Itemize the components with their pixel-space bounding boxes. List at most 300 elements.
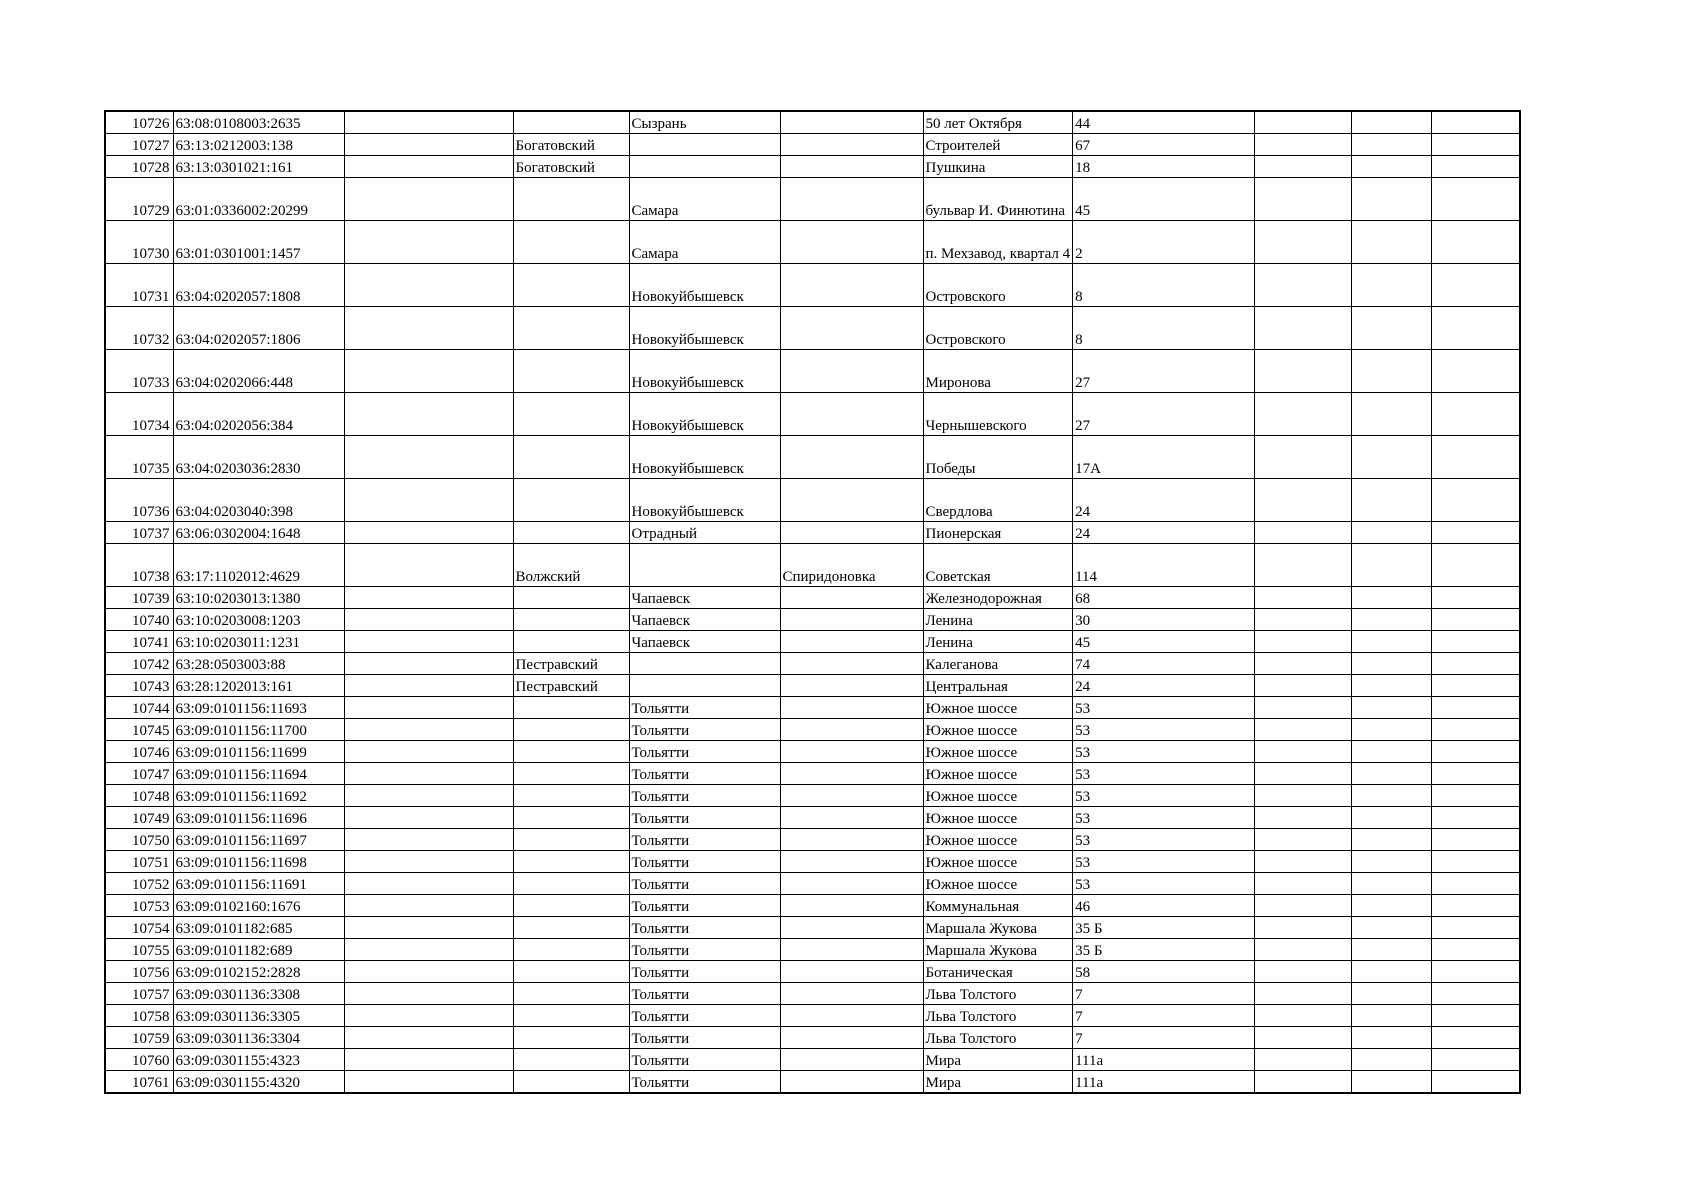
cell-empty — [1352, 522, 1432, 544]
cell-record-number: 10731 — [105, 264, 173, 307]
cell-settlement — [780, 479, 923, 522]
cell-settlement — [780, 111, 923, 134]
cell-empty — [1352, 763, 1432, 785]
cell-empty — [344, 221, 513, 264]
cell-empty — [1432, 983, 1520, 1005]
table-row — [105, 350, 1608, 393]
cell-cadastral-number: 63:13:0301021:161 — [173, 156, 344, 178]
cell-district — [513, 609, 629, 631]
cell-empty — [1352, 939, 1432, 961]
cell-cadastral-number: 63:09:0101156:11694 — [173, 763, 344, 785]
cell-record-number: 10750 — [105, 829, 173, 851]
cell-street: Пионерская — [923, 522, 1073, 544]
cell-empty — [1255, 479, 1352, 522]
cell-empty — [1432, 1005, 1520, 1027]
cell-empty — [1432, 917, 1520, 939]
cell-city — [629, 675, 780, 697]
cell-empty — [1352, 741, 1432, 763]
cell-cadastral-number: 63:28:1202013:161 — [173, 675, 344, 697]
cell-street: Южное шоссе — [923, 741, 1073, 763]
cell-city: Тольятти — [629, 807, 780, 829]
cell-empty — [1352, 719, 1432, 741]
table-row — [105, 697, 1608, 719]
cell-house: 53 — [1073, 851, 1255, 873]
cell-empty — [344, 631, 513, 653]
cell-empty — [1432, 609, 1520, 631]
cell-house: 24 — [1073, 479, 1255, 522]
cell-empty — [1255, 829, 1352, 851]
cell-cadastral-number: 63:09:0101156:11696 — [173, 807, 344, 829]
cell-record-number: 10759 — [105, 1027, 173, 1049]
cell-house: 7 — [1073, 1005, 1255, 1027]
cell-cadastral-number: 63:09:0102152:2828 — [173, 961, 344, 983]
cell-house: 74 — [1073, 653, 1255, 675]
cell-city: Тольятти — [629, 917, 780, 939]
cell-empty — [1255, 436, 1352, 479]
cell-empty — [1352, 156, 1432, 178]
cell-empty — [1255, 675, 1352, 697]
cell-empty — [344, 1005, 513, 1027]
cell-cadastral-number: 63:04:0203040:398 — [173, 479, 344, 522]
cell-house: 18 — [1073, 156, 1255, 178]
cell-cadastral-number: 63:09:0301136:3304 — [173, 1027, 344, 1049]
cell-record-number: 10745 — [105, 719, 173, 741]
cell-empty — [1352, 178, 1432, 221]
cell-empty — [1352, 873, 1432, 895]
cell-district — [513, 807, 629, 829]
table-row — [105, 961, 1608, 983]
cell-empty — [1432, 307, 1520, 350]
cell-empty — [344, 1071, 513, 1094]
cell-record-number: 10727 — [105, 134, 173, 156]
cell-cadastral-number: 63:10:0203011:1231 — [173, 631, 344, 653]
cell-street: Миронова — [923, 350, 1073, 393]
cell-empty — [1255, 522, 1352, 544]
cell-empty — [344, 393, 513, 436]
cell-house: 30 — [1073, 609, 1255, 631]
table-row — [105, 741, 1608, 763]
cell-cadastral-number: 63:09:0101156:11700 — [173, 719, 344, 741]
cell-empty — [344, 350, 513, 393]
cell-city: Тольятти — [629, 961, 780, 983]
cell-district — [513, 895, 629, 917]
cell-house: 24 — [1073, 522, 1255, 544]
cell-empty — [344, 609, 513, 631]
cell-record-number: 10736 — [105, 479, 173, 522]
cell-city: Тольятти — [629, 1027, 780, 1049]
cell-empty — [1352, 221, 1432, 264]
cell-district — [513, 1027, 629, 1049]
cell-record-number: 10730 — [105, 221, 173, 264]
cell-cadastral-number: 63:06:0302004:1648 — [173, 522, 344, 544]
cell-cadastral-number: 63:09:0101182:689 — [173, 939, 344, 961]
cell-settlement — [780, 522, 923, 544]
cell-district — [513, 1005, 629, 1027]
cell-empty — [1255, 1049, 1352, 1071]
cell-district — [513, 307, 629, 350]
cell-record-number: 10752 — [105, 873, 173, 895]
table-row — [105, 983, 1608, 1005]
cell-settlement — [780, 961, 923, 983]
cell-house: 7 — [1073, 1027, 1255, 1049]
cell-record-number: 10733 — [105, 350, 173, 393]
cell-district — [513, 111, 629, 134]
cell-empty — [1255, 631, 1352, 653]
cell-empty — [1352, 544, 1432, 587]
cell-empty — [1352, 111, 1432, 134]
cell-record-number: 10758 — [105, 1005, 173, 1027]
cell-empty — [1352, 653, 1432, 675]
table-row — [105, 522, 1608, 544]
cell-cadastral-number: 63:17:1102012:4629 — [173, 544, 344, 587]
cell-street: Свердлова — [923, 479, 1073, 522]
cell-city — [629, 653, 780, 675]
cell-district — [513, 631, 629, 653]
cell-street: Пушкина — [923, 156, 1073, 178]
cell-house: 46 — [1073, 895, 1255, 917]
cell-city: Тольятти — [629, 939, 780, 961]
cell-district: Волжский — [513, 544, 629, 587]
cell-house: 27 — [1073, 350, 1255, 393]
cell-city: Тольятти — [629, 873, 780, 895]
cell-cadastral-number: 63:09:0301155:4323 — [173, 1049, 344, 1071]
cell-district: Пестравский — [513, 653, 629, 675]
cell-empty — [1432, 221, 1520, 264]
cell-empty — [344, 829, 513, 851]
cell-empty — [1255, 763, 1352, 785]
cell-house: 58 — [1073, 961, 1255, 983]
cell-empty — [1352, 807, 1432, 829]
cell-settlement — [780, 1049, 923, 1071]
table-row — [105, 917, 1608, 939]
cell-empty — [344, 917, 513, 939]
cell-street: Островского — [923, 307, 1073, 350]
cell-empty — [1255, 653, 1352, 675]
cell-street: п. Мехзавод, квартал 4 — [923, 221, 1073, 264]
cell-empty — [1352, 785, 1432, 807]
cell-empty — [1352, 1027, 1432, 1049]
cell-street: Южное шоссе — [923, 785, 1073, 807]
cell-settlement — [780, 983, 923, 1005]
cell-settlement — [780, 178, 923, 221]
cell-house: 68 — [1073, 587, 1255, 609]
cell-street: Мира — [923, 1071, 1073, 1094]
cell-city: Чапаевск — [629, 631, 780, 653]
table-row — [105, 1027, 1608, 1049]
cell-settlement — [780, 436, 923, 479]
cell-record-number: 10760 — [105, 1049, 173, 1071]
cell-empty — [1432, 1027, 1520, 1049]
cell-settlement — [780, 895, 923, 917]
cell-house: 45 — [1073, 178, 1255, 221]
cell-empty — [1352, 895, 1432, 917]
cell-empty — [1352, 917, 1432, 939]
cell-city: Новокуйбышевск — [629, 264, 780, 307]
cell-empty — [1255, 587, 1352, 609]
cell-empty — [1432, 653, 1520, 675]
cell-record-number: 10742 — [105, 653, 173, 675]
cell-settlement — [780, 1005, 923, 1027]
cell-house: 53 — [1073, 807, 1255, 829]
cell-empty — [1255, 178, 1352, 221]
cell-district — [513, 829, 629, 851]
cell-empty — [1255, 350, 1352, 393]
cell-house: 53 — [1073, 719, 1255, 741]
cell-record-number: 10728 — [105, 156, 173, 178]
cell-empty — [1255, 851, 1352, 873]
cell-house: 8 — [1073, 307, 1255, 350]
cell-empty — [1255, 961, 1352, 983]
cell-district — [513, 763, 629, 785]
cell-cadastral-number: 63:04:0202066:448 — [173, 350, 344, 393]
cell-empty — [1432, 939, 1520, 961]
cell-empty — [344, 961, 513, 983]
cell-record-number: 10747 — [105, 763, 173, 785]
cell-settlement — [780, 587, 923, 609]
cell-district — [513, 785, 629, 807]
cell-street: Южное шоссе — [923, 807, 1073, 829]
cell-city: Тольятти — [629, 851, 780, 873]
cell-city: Тольятти — [629, 1071, 780, 1094]
table-row — [105, 111, 1608, 134]
cell-empty — [1352, 631, 1432, 653]
cell-settlement — [780, 851, 923, 873]
cell-settlement — [780, 807, 923, 829]
cell-district — [513, 741, 629, 763]
cell-empty — [1432, 763, 1520, 785]
table-row — [105, 587, 1608, 609]
cell-empty — [1432, 873, 1520, 895]
cell-empty — [344, 939, 513, 961]
cell-city: Тольятти — [629, 741, 780, 763]
cell-empty — [1352, 307, 1432, 350]
cell-cadastral-number: 63:09:0101156:11697 — [173, 829, 344, 851]
cell-settlement — [780, 1027, 923, 1049]
table-row — [105, 763, 1608, 785]
cell-district — [513, 479, 629, 522]
cell-empty — [1352, 961, 1432, 983]
cell-empty — [344, 587, 513, 609]
cell-empty — [344, 307, 513, 350]
cell-cadastral-number: 63:01:0301001:1457 — [173, 221, 344, 264]
cell-city — [629, 156, 780, 178]
cell-cadastral-number: 63:09:0101156:11691 — [173, 873, 344, 895]
cell-empty — [1352, 587, 1432, 609]
cell-city: Тольятти — [629, 983, 780, 1005]
cell-empty — [1352, 675, 1432, 697]
cell-empty — [1255, 1071, 1352, 1094]
cell-district: Богатовский — [513, 156, 629, 178]
table-row — [105, 631, 1608, 653]
cell-record-number: 10738 — [105, 544, 173, 587]
cell-settlement — [780, 1071, 923, 1094]
cell-empty — [1352, 983, 1432, 1005]
cell-empty — [1432, 631, 1520, 653]
cell-district — [513, 393, 629, 436]
cell-record-number: 10729 — [105, 178, 173, 221]
cell-empty — [1255, 156, 1352, 178]
cell-settlement: Спиридоновка — [780, 544, 923, 587]
property-table — [104, 110, 1609, 1094]
cell-empty — [1432, 851, 1520, 873]
cell-settlement — [780, 221, 923, 264]
cell-house: 2 — [1073, 221, 1255, 264]
cell-cadastral-number: 63:10:0203008:1203 — [173, 609, 344, 631]
cell-street: Центральная — [923, 675, 1073, 697]
cell-record-number: 10754 — [105, 917, 173, 939]
table-row — [105, 393, 1608, 436]
table-row — [105, 307, 1608, 350]
table-row — [105, 178, 1608, 221]
cell-district — [513, 350, 629, 393]
cell-district — [513, 221, 629, 264]
cell-cadastral-number: 63:09:0101156:11693 — [173, 697, 344, 719]
cell-house: 24 — [1073, 675, 1255, 697]
table-row — [105, 653, 1608, 675]
cell-street: Калеганова — [923, 653, 1073, 675]
cell-record-number: 10739 — [105, 587, 173, 609]
cell-street: Южное шоссе — [923, 719, 1073, 741]
table-row — [105, 1005, 1608, 1027]
table-body — [105, 111, 1608, 1093]
cell-city: Отрадный — [629, 522, 780, 544]
cell-record-number: 10753 — [105, 895, 173, 917]
cell-empty — [1255, 134, 1352, 156]
cell-settlement — [780, 631, 923, 653]
cell-empty — [1352, 609, 1432, 631]
cell-city: Тольятти — [629, 785, 780, 807]
cell-empty — [344, 697, 513, 719]
cell-settlement — [780, 350, 923, 393]
cell-street: Ботаническая — [923, 961, 1073, 983]
cell-city: Самара — [629, 221, 780, 264]
cell-street: Строителей — [923, 134, 1073, 156]
cell-empty — [1352, 697, 1432, 719]
cell-empty — [1352, 1071, 1432, 1094]
cell-street: Южное шоссе — [923, 851, 1073, 873]
table-row — [105, 264, 1608, 307]
cell-empty — [344, 479, 513, 522]
cell-house: 53 — [1073, 763, 1255, 785]
cell-empty — [1432, 111, 1520, 134]
cell-district — [513, 917, 629, 939]
table-row — [105, 851, 1608, 873]
cell-district — [513, 587, 629, 609]
cell-record-number: 10726 — [105, 111, 173, 134]
cell-street: Коммунальная — [923, 895, 1073, 917]
table-row — [105, 895, 1608, 917]
cell-cadastral-number: 63:09:0102160:1676 — [173, 895, 344, 917]
cell-cadastral-number: 63:09:0101156:11699 — [173, 741, 344, 763]
cell-empty — [344, 1049, 513, 1071]
cell-empty — [344, 741, 513, 763]
cell-empty — [1432, 436, 1520, 479]
cell-street: Ленина — [923, 631, 1073, 653]
cell-cadastral-number: 63:09:0101156:11692 — [173, 785, 344, 807]
cell-street: Железнодорожная — [923, 587, 1073, 609]
cell-empty — [1432, 807, 1520, 829]
cell-empty — [1255, 785, 1352, 807]
cell-settlement — [780, 829, 923, 851]
cell-district — [513, 851, 629, 873]
cell-city — [629, 134, 780, 156]
cell-empty — [1352, 851, 1432, 873]
table-row — [105, 479, 1608, 522]
cell-city: Тольятти — [629, 719, 780, 741]
cell-district — [513, 873, 629, 895]
cell-settlement — [780, 917, 923, 939]
cell-settlement — [780, 393, 923, 436]
cell-settlement — [780, 264, 923, 307]
cell-cadastral-number: 63:09:0301136:3308 — [173, 983, 344, 1005]
cell-cadastral-number: 63:13:0212003:138 — [173, 134, 344, 156]
cell-settlement — [780, 134, 923, 156]
cell-record-number: 10751 — [105, 851, 173, 873]
cell-empty — [1432, 393, 1520, 436]
cell-house: 17А — [1073, 436, 1255, 479]
cell-house: 53 — [1073, 741, 1255, 763]
cell-district — [513, 939, 629, 961]
cell-district — [513, 436, 629, 479]
cell-street: бульвар И. Финютина — [923, 178, 1073, 221]
cell-house: 67 — [1073, 134, 1255, 156]
cell-house: 111а — [1073, 1071, 1255, 1094]
cell-settlement — [780, 697, 923, 719]
cell-empty — [1255, 1027, 1352, 1049]
cell-cadastral-number: 63:09:0301136:3305 — [173, 1005, 344, 1027]
table-row — [105, 873, 1608, 895]
cell-cadastral-number: 63:08:0108003:2635 — [173, 111, 344, 134]
cell-house: 35 Б — [1073, 939, 1255, 961]
cell-empty — [1352, 350, 1432, 393]
table-row — [105, 156, 1608, 178]
cell-empty — [1432, 522, 1520, 544]
cell-empty — [344, 156, 513, 178]
cell-empty — [1432, 544, 1520, 587]
cell-district — [513, 264, 629, 307]
cell-empty — [1255, 393, 1352, 436]
cell-empty — [1255, 221, 1352, 264]
cell-empty — [1352, 1049, 1432, 1071]
table-row — [105, 829, 1608, 851]
cell-street: Маршала Жукова — [923, 939, 1073, 961]
cell-empty — [1255, 807, 1352, 829]
cell-street: Советская — [923, 544, 1073, 587]
cell-street: Льва Толстого — [923, 1027, 1073, 1049]
cell-empty — [344, 134, 513, 156]
cell-empty — [1432, 350, 1520, 393]
cell-cadastral-number: 63:09:0301155:4320 — [173, 1071, 344, 1094]
cell-empty — [1432, 1071, 1520, 1094]
cell-record-number: 10749 — [105, 807, 173, 829]
cell-empty — [1432, 719, 1520, 741]
cell-empty — [1255, 741, 1352, 763]
cell-settlement — [780, 939, 923, 961]
cell-settlement — [780, 609, 923, 631]
cell-city: Новокуйбышевск — [629, 436, 780, 479]
cell-district: Богатовский — [513, 134, 629, 156]
cell-empty — [344, 763, 513, 785]
cell-record-number: 10757 — [105, 983, 173, 1005]
cell-empty — [1255, 307, 1352, 350]
cell-record-number: 10744 — [105, 697, 173, 719]
cell-empty — [1432, 264, 1520, 307]
cell-empty — [1255, 609, 1352, 631]
cell-record-number: 10741 — [105, 631, 173, 653]
cell-street: Маршала Жукова — [923, 917, 1073, 939]
cell-street: Южное шоссе — [923, 873, 1073, 895]
cell-empty — [1432, 178, 1520, 221]
